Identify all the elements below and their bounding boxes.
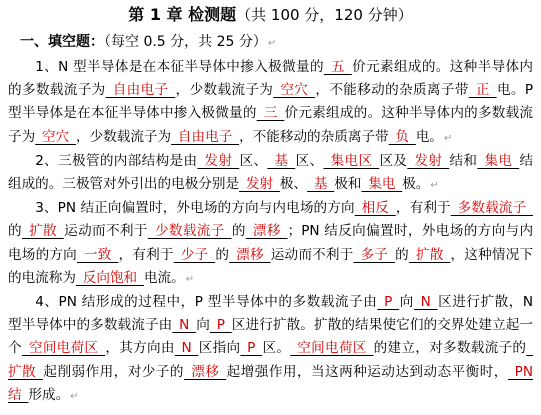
answer-blank: 集电区 bbox=[323, 152, 380, 169]
question-text: 区进行扩散，N 型半导体中的多数载流子由 bbox=[8, 294, 534, 334]
answer-blank: P bbox=[240, 340, 263, 357]
answer-blank: 相反 bbox=[354, 200, 396, 217]
question-text: 区、 bbox=[239, 152, 268, 169]
answer-blank: 扩散 bbox=[408, 246, 451, 263]
question-text: 3、PN 结正向偏置时，外电场的方向与内电场的方向 bbox=[35, 200, 355, 217]
answer-blank: PN 结 bbox=[8, 363, 534, 403]
question-3 bbox=[8, 197, 533, 291]
question-text: ，有利于 bbox=[118, 246, 174, 263]
question-text: 的 bbox=[394, 246, 409, 263]
question-text: ，有利于 bbox=[395, 200, 451, 217]
question-text: 的建立，对多数载流子的 bbox=[373, 340, 527, 357]
answer-blank: 三 bbox=[256, 105, 285, 122]
section-note: （每空 0.5 分，共 25 分） bbox=[104, 34, 267, 50]
answer-blank: N bbox=[172, 317, 197, 334]
answer-blank: P bbox=[209, 317, 232, 334]
title-text: 第 1 章 检测题 bbox=[128, 5, 237, 24]
question-text: 向 bbox=[399, 294, 414, 311]
question-text: 区。 bbox=[262, 340, 291, 357]
answer-blank: 少子 bbox=[173, 246, 216, 263]
question-1 bbox=[8, 56, 533, 150]
answer-blank: 空穴 bbox=[35, 128, 76, 145]
question-text: 起增强作用，当这两种运动达到动态平衡时， bbox=[226, 363, 508, 380]
question-text: 电流。 bbox=[143, 269, 185, 286]
question-text: 向 bbox=[196, 317, 210, 334]
question-text: ，其方向由 bbox=[105, 340, 175, 357]
answer-blank: 五 bbox=[323, 59, 352, 75]
section-label: 一、填空题： bbox=[20, 34, 104, 50]
answer-blank: 自由电子 bbox=[105, 82, 176, 99]
answer-blank: 反向饱和 bbox=[75, 269, 144, 286]
question-4 bbox=[8, 291, 533, 408]
question-text: 2、三极管的内部结构是由 bbox=[35, 152, 198, 169]
question-text: ；PN 结反向偏置时，外电场的方向与内电场的方向 bbox=[8, 223, 534, 263]
answer-blank: 空间电荷区 bbox=[21, 340, 106, 357]
paragraph-mark-icon: ↵ bbox=[430, 180, 439, 192]
question-text: ，少数载流子为 bbox=[175, 82, 274, 99]
answer-blank: 扩散 bbox=[8, 340, 534, 380]
answer-blank: 多数载流子 bbox=[450, 200, 534, 217]
answer-blank: 空穴 bbox=[273, 82, 316, 99]
answer-blank: 正 bbox=[468, 82, 497, 99]
question-text: 起削弱作用，对少子的 bbox=[42, 363, 184, 380]
question-text: 1、N 型半导体是在本征半导体中掺入极微量的 bbox=[35, 59, 324, 75]
question-text: 区、 bbox=[295, 152, 324, 169]
answer-blank: 漂移 bbox=[184, 363, 227, 380]
question-text: 形成。 bbox=[28, 386, 70, 403]
question-text: 区进行扩散。扩散的结果使它们的交界处建立起一个 bbox=[8, 317, 533, 357]
paragraph-mark-icon: ↵ bbox=[185, 273, 195, 285]
answer-blank: 漂移 bbox=[245, 223, 288, 240]
question-text: 价元素组成的。这种半导体内的多数载流子为 bbox=[8, 59, 534, 99]
answer-blank: 少数载流子 bbox=[147, 223, 232, 240]
question-text: 4、PN 结形成的过程中，P 型半导体中的多数载流子由 bbox=[35, 294, 378, 311]
answer-blank: 多子 bbox=[353, 246, 395, 263]
question-text: 结组成的。三极管对外引出的电极分别是 bbox=[8, 152, 534, 193]
answer-blank: 自由电子 bbox=[171, 128, 240, 145]
question-text: 的 bbox=[231, 223, 246, 240]
answer-blank: 扩散 bbox=[21, 223, 64, 240]
question-text: ，不能移动的杂质离子带 bbox=[239, 128, 389, 145]
answer-blank: 发射 bbox=[407, 152, 450, 169]
question-text: 电。 bbox=[415, 128, 443, 145]
question-text: 运动而不利于 bbox=[270, 246, 354, 263]
answer-blank: N bbox=[413, 294, 438, 311]
question-text: 的 bbox=[215, 246, 230, 263]
answer-blank: 一致 bbox=[76, 246, 119, 263]
answer-blank: 发射 bbox=[239, 176, 280, 193]
question-text: ，这种情况下的电流称为 bbox=[8, 246, 534, 286]
question-text: 极和 bbox=[334, 176, 362, 193]
question-text: ，少数载流子为 bbox=[75, 128, 172, 145]
question-text: 区指向 bbox=[198, 340, 241, 357]
question-text: 结和 bbox=[449, 152, 478, 169]
question-text: 电。P 型半导体是在本征半导体中掺入极微量的 bbox=[8, 82, 534, 122]
answer-blank: 空间电荷区 bbox=[290, 340, 374, 357]
answer-blank: P bbox=[377, 294, 400, 311]
answer-blank: 负 bbox=[388, 128, 416, 145]
paragraph-mark-icon: ↵ bbox=[70, 390, 79, 402]
answer-blank: 基 bbox=[307, 176, 335, 193]
page-title bbox=[8, 3, 533, 27]
question-text: 价元素组成的。这种半导体内的多数载流子为 bbox=[8, 105, 534, 145]
question-text: 的 bbox=[8, 223, 22, 240]
answer-blank: 集电 bbox=[361, 176, 403, 193]
question-text: 区及 bbox=[379, 152, 408, 169]
question-text: ，不能移动的杂质离子带 bbox=[315, 82, 469, 99]
section-heading bbox=[20, 31, 533, 55]
answer-blank: 基 bbox=[267, 152, 296, 169]
answer-blank: 集电 bbox=[477, 152, 520, 169]
question-text: 运动而不利于 bbox=[63, 223, 148, 240]
answer-blank: 发射 bbox=[197, 152, 240, 169]
paragraph-mark-icon: ↵ bbox=[267, 38, 277, 49]
paragraph-mark-icon: ↵ bbox=[444, 132, 453, 144]
answer-blank: 漂移 bbox=[229, 246, 271, 263]
question-text: 极、 bbox=[279, 176, 308, 193]
question-2 bbox=[8, 150, 533, 197]
question-text: 极。 bbox=[402, 176, 430, 193]
answer-blank: N bbox=[174, 340, 199, 357]
title-subtitle: （共 100 分，120 分钟） bbox=[236, 6, 413, 24]
